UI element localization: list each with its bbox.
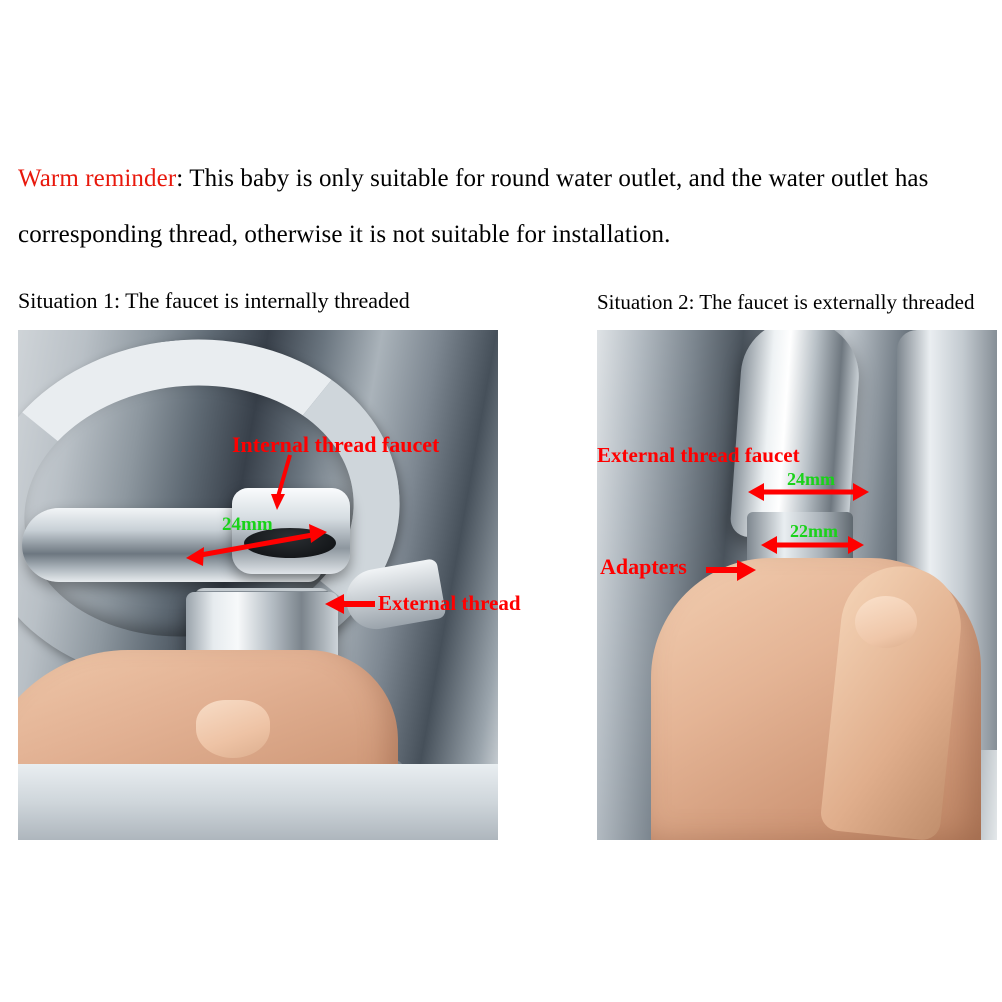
adapters-arrow-head [737, 560, 756, 581]
diameter-22mm-arrow-right [848, 536, 864, 554]
warm-reminder-body: This baby is only suitable for round water outlet, and the water outlet has corresponding thread, otherwise it is not suitable for installation. [18, 165, 929, 248]
situation-2-caption: Situation 2: The faucet is externally threaded [597, 290, 975, 314]
situation-1-caption: Situation 1: The faucet is internally threaded [18, 288, 410, 313]
situation-2-diameter-24mm-label: 24mm [787, 469, 835, 489]
situation-1-diameter-24mm-label: 24mm [222, 514, 273, 535]
diameter-24mm-arrow-right [853, 483, 869, 501]
situation-2-diameter-22mm-label: 22mm [790, 521, 838, 541]
internal-thread-faucet-label: Internal thread faucet [232, 432, 440, 457]
diameter-22mm-arrow-left [761, 536, 777, 554]
warm-reminder-label: Warm reminder [18, 165, 177, 192]
diameter-24mm-arrow-left [748, 483, 764, 501]
warm-reminder-colon: : [176, 165, 184, 192]
external-thread-faucet-label: External thread faucet [597, 443, 800, 467]
adapters-label: Adapters [600, 554, 687, 579]
external-thread-label: External thread [378, 591, 521, 615]
